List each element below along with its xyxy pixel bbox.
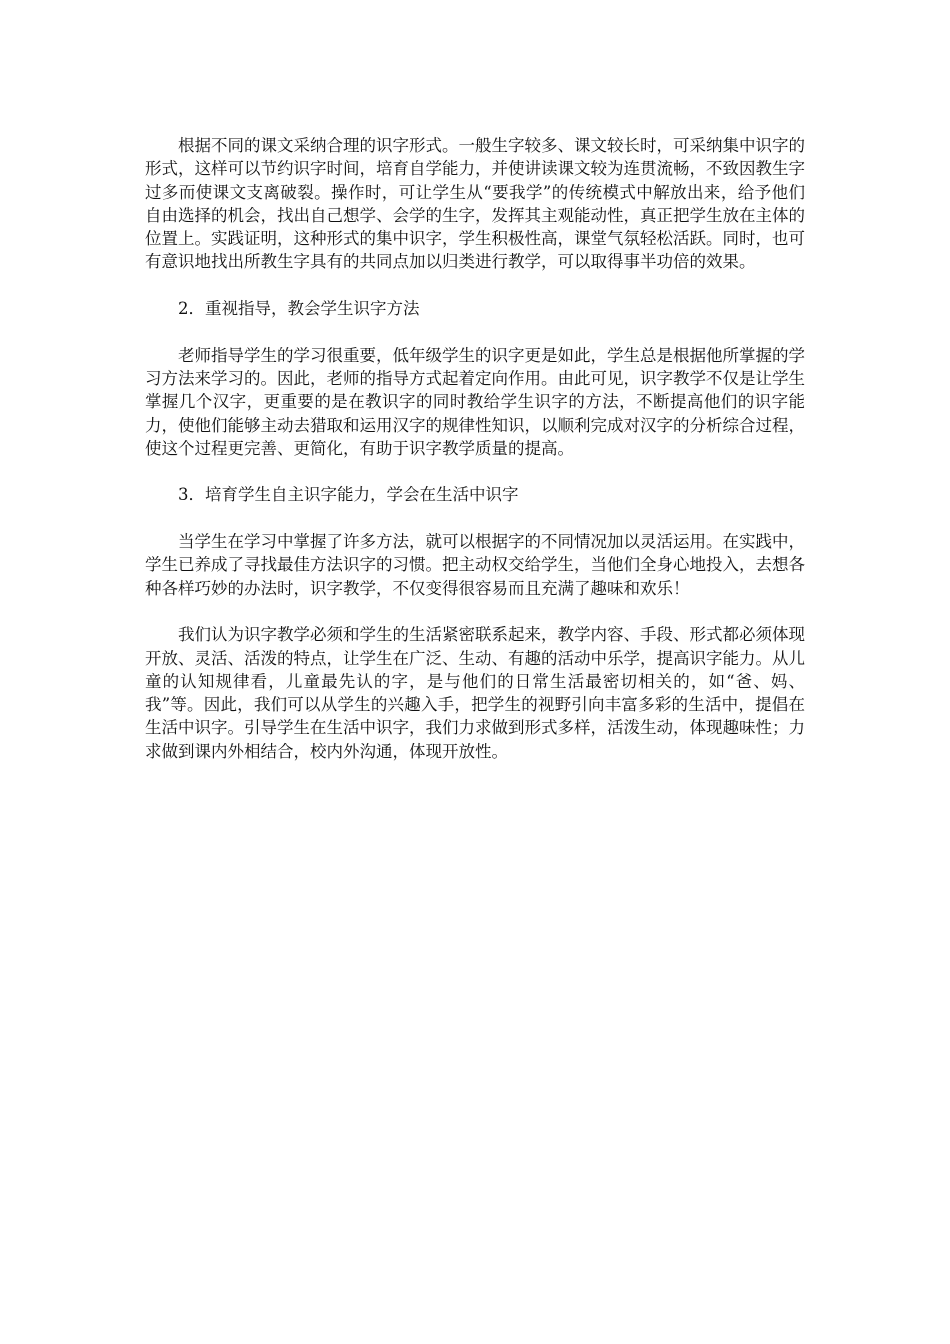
body-paragraph-4: 我们认为识字教学必须和学生的生活紧密联系起来，教学内容、手段、形式都必须体现开放、灵活、活泼的特点，让学生在广泛、生动、有趣的活动中乐学，提高识字能力。从儿童的认知规律看，儿童最先认的字，是与他们的日常生活最密切相关的，如“爸、妈、我”等。因此，我们可以从学生的兴趣入手，把学生的视野引向丰富多彩的生活中，提倡在生活中识字。引导学生在生活中识字，我们力求做到形式多样，活泼生动，体现趣味性；力求做到课内外相结合，校内外沟通，体现开放性。	[145, 625, 805, 761]
section-heading-2: 2．重视指导，教会学生识字方法	[178, 299, 420, 319]
body-paragraph-1: 根据不同的课文采纳合理的识字形式。一般生字较多、课文较长时，可采纳集中识字的形式，这样可以节约识字时间，培育自学能力，并使讲读课文较为连贯流畅，不致因教生字过多而使课文支离破裂。操作时，可让学生从“要我学”的传统模式中解放出来，给予他们自由选择的机会，找出自己想学、会学的生字，发挥其主观能动性，真正把学生放在主体的位置上。实践证明，这种形式的集中识字，学生积极性高，课堂气氛轻松活跃。同时，也可有意识地找出所教生字具有的共同点加以归类进行教学，可以取得事半功倍的效果。	[145, 136, 805, 272]
section-heading-3: 3．培育学生自主识字能力，学会在生活中识字	[178, 485, 519, 505]
body-paragraph-3: 当学生在学习中掌握了许多方法，就可以根据字的不同情况加以灵活运用。在实践中，学生已养成了寻找最佳方法识字的习惯。把主动权交给学生，当他们全身心地投入，去想各种各样巧妙的办法时，识字教学，不仅变得很容易而且充满了趣味和欢乐！	[145, 532, 805, 598]
document-page	[145, 134, 805, 786]
body-paragraph-2: 老师指导学生的学习很重要，低年级学生的识字更是如此，学生总是根据他所掌握的学习方法来学习的。因此，老师的指导方式起着定向作用。由此可见，识字教学不仅是让学生掌握几个汉字，更重要的是在教识字的同时教给学生识字的方法，不断提高他们的识字能力，使他们能够主动去猎取和运用汉字的规律性知识，以顺利完成对汉字的分析综合过程，使这个过程更完善、更简化，有助于识字教学质量的提高。	[145, 345, 805, 458]
